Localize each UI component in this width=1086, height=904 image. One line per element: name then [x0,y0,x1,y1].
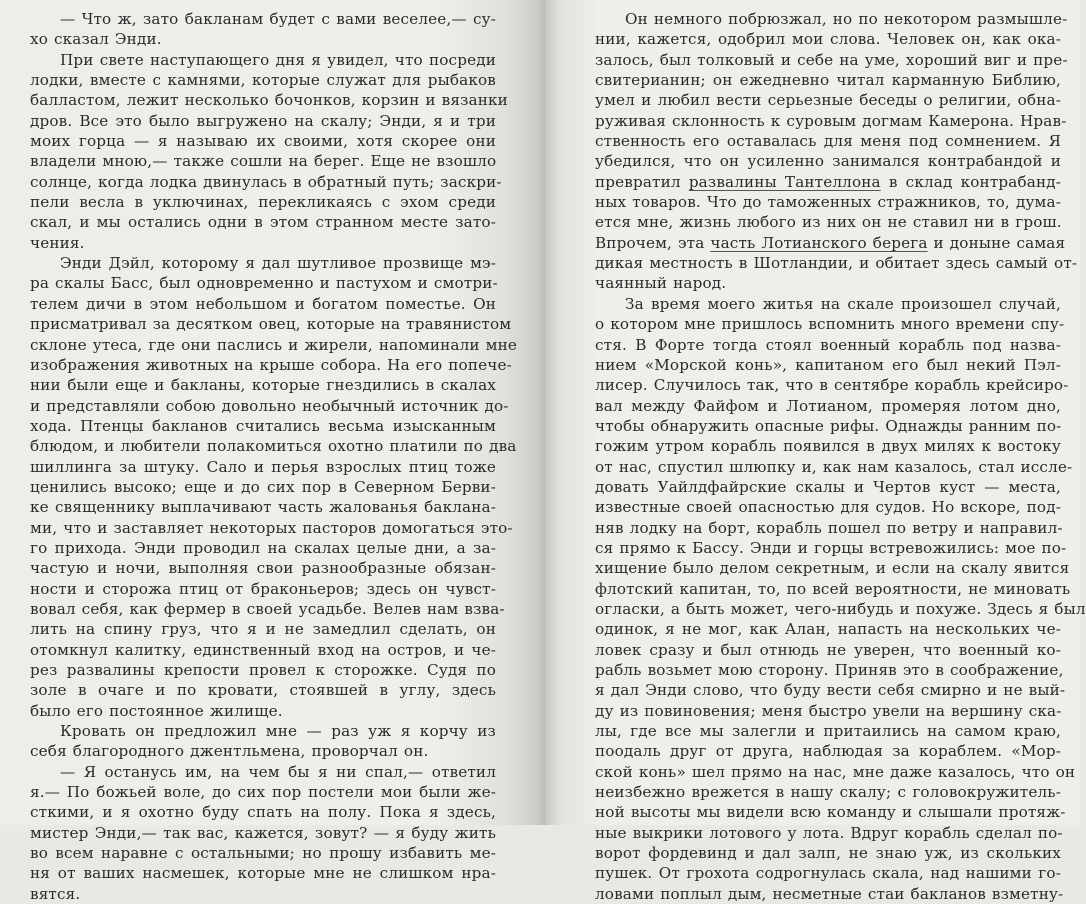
text-line: ворот фордевинд и дал залп, не знаю уж, из скольких [595,844,1061,863]
text-line: ра скалы Басс, был одновременно и пастухом и смотри- [30,274,498,293]
text-line: ке священнику выплачивают часть жалованья баклана- [30,498,496,517]
text-line: о котором мне пришлось вспомнить много времени спу- [595,315,1065,334]
text-line: блюдом, и любители полакомиться охотно платили по два [30,437,517,456]
text-line: При свете наступающего дня я увидел, что посреди [60,50,496,69]
text-line: дикая местность в Шотландии, и обитает здесь самый от- [595,254,1078,273]
text-line: золе в очаге и по кровати, стоявшей в углу, здесь [30,681,496,700]
text-line: стя. В Форте тогда стоял военный корабль под назва- [595,335,1061,354]
text-line: моих горца — я называю их своими, хотя скорее они [30,132,496,151]
text-line: и представляли собою довольно необычный источник до- [30,396,509,415]
text-line: довать Уайлдфайрские скалы и Чертов куст — места, [595,477,1061,496]
text-line: лы, где все мы залегли и притаились на самом краю, [595,722,1061,741]
text-line: ется мне, жизнь любого из них он не ставил ни в грош. [595,213,1062,232]
text-line: хо сказал Энди. [30,30,162,49]
text-line: Впрочем, эта часть Лотианского берега и доныне самая [595,233,1066,252]
text-line: ные выкрики лотового у лота. Вдруг корабль сделал по- [595,823,1063,842]
text-line: лить на спину груз, что я и не замедлил сделать, он [30,620,496,639]
text-line: — Что ж, зато бакланам будет с вами веселее,— су- [60,10,496,28]
text-line: свитерианин; он ежедневно читал карманную Библию, [595,71,1061,90]
text-line: рабль возьмет мою сторону. Приняв это в соображение, [595,661,1064,679]
text-line: во всем наравне с остальными; но прошу избавить ме- [30,844,496,863]
text-line: сткими, и я охотно буду спать на полу. Пока я здесь, [30,803,496,822]
text-line: я дал Энди слово, что буду вести себя смирно и не вый- [595,681,1066,700]
text-line: вовал себя, как фермер в своей усадьбе. Велев нам взва- [30,599,505,618]
text-line: склоне утеса, где они паслись и жирели, напоминали мне [30,335,518,354]
text-line: вятся. [30,884,81,903]
text-line: частую и ночи, выполняя свои разнообразные обязан- [30,559,496,578]
text-line: рез развалины крепости провел к сторожке. Судя по [30,661,496,679]
text-line: пушек. От грохота содрогнулась скала, над нашими го- [595,864,1061,883]
text-line: ся прямо к Бассу. Энди и горцы встревожились: мое по- [595,538,1067,557]
text-line: нии, кажется, одобрил мои слова. Человек он, как ока- [595,30,1061,49]
text-line: ня от ваших насмешек, которые мне не слишком нра- [30,864,496,883]
text-line: убедился, что он усиленно занимался контрабандой и [595,152,1061,171]
underlined-phrase: часть Лотианского берега [710,233,928,252]
text-line: превратил развалины Тантеллона в склад контрабанд- [595,172,1061,191]
text-line: огласки, а быть может, чего-нибудь и похуже. Здесь я был [595,599,1086,618]
text-line: ми, что и заставляет некоторых пасторов домогаться это- [30,518,513,537]
text-line: отомкнул калитку, единственный вход на остров, и че- [30,640,496,659]
text-line: няв лодку на борт, корабль пошел по ветру и направил- [595,518,1063,537]
text-line: скал, и мы остались одни в этом странном месте зато- [30,213,496,232]
text-line: владели мною,— также сошли на берег. Еще не взошло [30,152,497,171]
text-line: я.— По божьей воле, до сих пор постели мои были же- [30,783,496,802]
text-line: ных товаров. Что до таможенных стражников, то, дума- [595,193,1061,212]
text-line: За время моего житья на скале произошел случай, [625,294,1061,313]
text-line: лисер. Случилось так, что в сентябре корабль крейсиро- [595,376,1069,395]
text-line: дров. Все это было выгружено на скалу; Энди, я и три [30,111,496,130]
text-line: ценились высоко; еще и до сих пор в Северном Берви- [30,477,496,496]
text-line: залось, был толковый и себе на уме, хороший виг и пре- [595,50,1068,69]
right-page-text [595,9,1086,904]
text-line: балластом, лежит несколько бочонков, корзин и вязанки [30,91,508,110]
text-line: ной высоты мы видели всю команду и слышали протяж- [595,803,1066,822]
text-line: нии были еще и бакланы, которые гнездились в скалах [30,376,496,395]
text-line: изображения животных на крыше собора. На его попече- [30,355,512,374]
text-line: от нас, спустил шлюпку и, как нам казалось, стал иссле- [595,457,1073,476]
text-line: чения. [30,233,85,252]
text-line: руживая склонность к суровым догмам Камерона. Нрав- [595,111,1067,130]
text-line: лодки, вместе с камнями, которые служат для рыбаков [30,71,496,90]
text-line: чтобы обнаружить опасные рифы. Однажды ранним по- [595,416,1062,435]
text-line: телем дичи в этом небольшом и богатом поместье. Он [30,294,496,313]
text-line: умел и любил вести серьезные беседы о религии, обна- [595,91,1061,110]
text-line: солнце, когда лодка двинулась в обратный путь; заскри- [30,172,502,191]
text-line: неизбежно врежется в нашу скалу; с головокружитель- [595,783,1061,802]
text-line: вал между Файфом и Лотианом, промеряя лотом дно, [595,396,1061,415]
text-line: го прихода. Энди проводил на скалах целые дни, а за- [30,538,496,557]
text-line: чаянный народ. [595,274,727,293]
text-line: одинок, я не мог, как Алан, напасть на нескольких че- [595,620,1061,639]
text-line: гожим утром корабль появился в двух милях к востоку [595,437,1061,456]
text-line: было его постоянное жилище. [30,701,283,720]
right-page [546,0,1086,903]
text-line: поодаль друг от друга, наблюдая за кораблем. «Мор- [595,742,1061,761]
text-line: нием «Морской конь», капитаном его был некий Пэл- [595,355,1061,374]
text-line: шиллинга за штуку. Сало и перья взрослых птиц тоже [30,457,496,476]
text-line: ловек сразу и был отнюдь не уверен, что военный ко- [595,640,1061,659]
text-line: Он немного побрюзжал, но по некотором размышле- [625,10,1068,28]
left-page-text [30,9,518,904]
text-line: ственность его оставалась для меня под сомнением. Я [595,132,1061,151]
text-line: ской конь» шел прямо на нас, мне даже казалось, что он [595,762,1076,781]
text-line: — Я останусь им, на чем бы я ни спал,— ответил [60,762,496,781]
text-line: ловами поплыл дым, несметные стаи бакланов взметну- [595,884,1064,903]
text-line: хода. Птенцы бакланов считались весьма изысканным [30,416,496,435]
underlined-phrase: развалины Тантеллона [688,172,881,191]
text-line: известные своей опасностью для судов. Но вскоре, под- [595,498,1061,517]
text-line: мистер Энди,— так вас, кажется, зовут? — я буду жить [30,823,496,842]
text-line: себя благородного джентльмена, проворчал он. [30,742,429,761]
text-line: Энди Дэйл, которому я дал шутливое прозвище мэ- [60,254,496,273]
text-line: ности и сторожа птиц от браконьеров; здесь он чувст- [30,579,496,598]
text-line: пели весла в уключинах, перекликаясь с эхом среди [30,193,496,212]
text-line: флотский капитан, то, по всей вероятности, не миновать [595,579,1071,598]
text-line: ду из повиновения; меня быстро увели на вершину ска- [595,701,1062,720]
text-line: присматривал за десятком овец, которые на травянистом [30,315,512,334]
text-line: Кровать он предложил мне — раз уж я корчу из [60,722,496,741]
text-line: хищение было делом секретным, и если на скалу явится [595,559,1070,578]
